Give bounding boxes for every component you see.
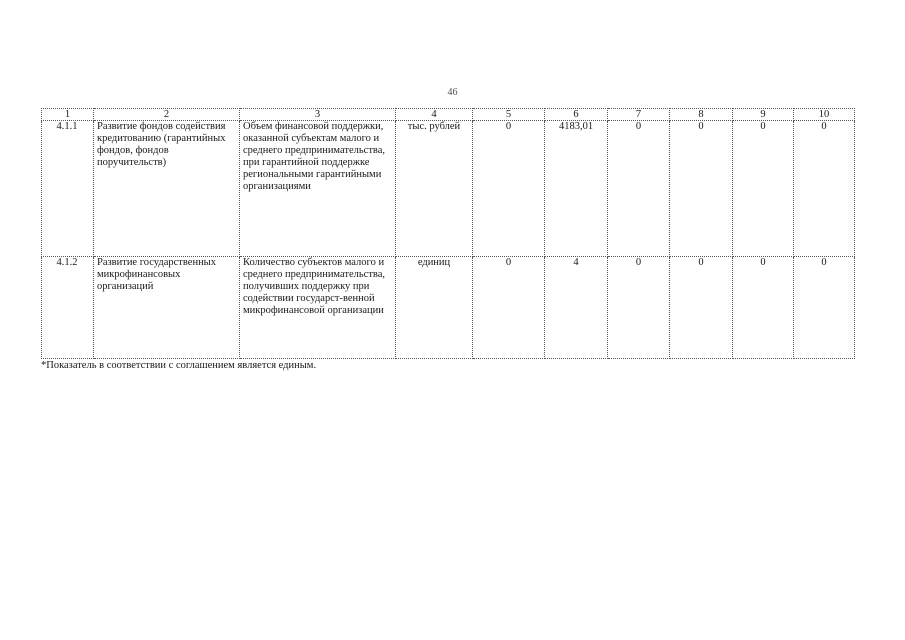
value-cell-5: 0 xyxy=(473,257,545,359)
value-cell-8: 0 xyxy=(670,257,733,359)
page-number: 46 xyxy=(447,87,458,98)
column-header: 3 xyxy=(240,109,396,121)
activity-cell: Развитие государственных микрофинансовых организаций xyxy=(94,257,240,359)
indicator-cell: Количество субъектов малого и среднего предпринимательства, получивших поддержку при содействии государст-венной микрофинансовой организации xyxy=(240,257,396,359)
footnote: *Показатель в соответствии с соглашением является единым. xyxy=(41,360,317,371)
indicators-table xyxy=(41,108,855,359)
value-cell-10: 0 xyxy=(794,121,855,257)
table-row xyxy=(42,121,855,257)
column-header: 8 xyxy=(670,109,733,121)
column-header: 6 xyxy=(545,109,608,121)
value-cell-6: 4 xyxy=(545,257,608,359)
row-code-cell: 4.1.1 xyxy=(42,121,94,257)
unit-cell: тыс. рублей xyxy=(396,121,473,257)
table-row xyxy=(42,257,855,359)
column-header: 4 xyxy=(396,109,473,121)
row-code-cell: 4.1.2 xyxy=(42,257,94,359)
value-cell-6: 4183,01 xyxy=(545,121,608,257)
activity-cell: Развитие фондов содействия кредитованию (гарантийных фондов, фондов поручительств) xyxy=(94,121,240,257)
indicator-cell: Объем финансовой поддержки, оказанной субъектам малого и среднего предпринимательства, при гарантийной поддержке региональными гарантийными организациями xyxy=(240,121,396,257)
table-header-row xyxy=(42,109,855,121)
column-header: 10 xyxy=(794,109,855,121)
value-cell-5: 0 xyxy=(473,121,545,257)
column-header: 9 xyxy=(733,109,794,121)
value-cell-7: 0 xyxy=(608,121,670,257)
column-header: 2 xyxy=(94,109,240,121)
value-cell-9: 0 xyxy=(733,257,794,359)
value-cell-9: 0 xyxy=(733,121,794,257)
column-header: 7 xyxy=(608,109,670,121)
value-cell-8: 0 xyxy=(670,121,733,257)
value-cell-7: 0 xyxy=(608,257,670,359)
column-header: 1 xyxy=(42,109,94,121)
value-cell-10: 0 xyxy=(794,257,855,359)
column-header: 5 xyxy=(473,109,545,121)
unit-cell: единиц xyxy=(396,257,473,359)
